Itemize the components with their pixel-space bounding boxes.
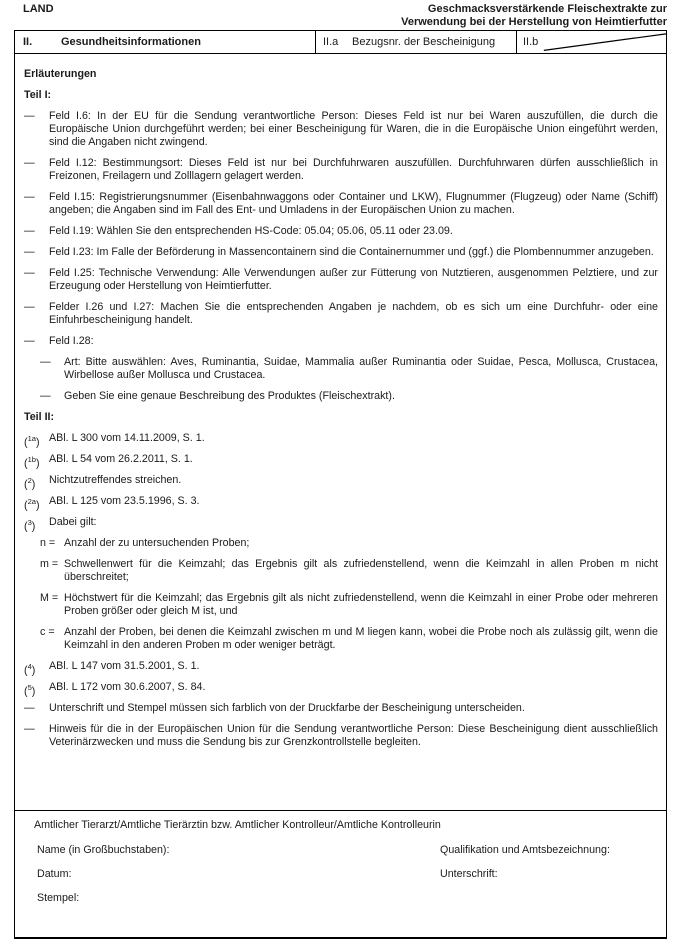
field-label-empty: [440, 892, 658, 905]
definition-item: [40, 537, 658, 550]
field-label-stamp: Stempel:: [37, 892, 80, 904]
note-text: Höchstwert für die Keimzahl; das Ergebnis gilt als nicht zufriedenstellend, wenn die Keimzahl in einer Probe oder mehreren Proben größer oder gleich M ist, und: [64, 592, 658, 617]
note-text: ABl. L 54 vom 26.2.2011, S. 1.: [49, 453, 193, 465]
dash-marker: —: [24, 191, 35, 203]
document-title: [401, 3, 667, 28]
field-iib-cell: [516, 31, 666, 53]
dash-marker: —: [24, 335, 35, 347]
note-text: Feld I.28:: [49, 335, 94, 347]
officer-section: [15, 811, 666, 937]
dash-marker: —: [40, 390, 51, 402]
diagonal-strike-icon: [517, 31, 666, 53]
note-text: ABl. L 125 vom 23.5.1996, S. 3.: [49, 495, 200, 507]
note-text: Nichtzutreffendes streichen.: [49, 474, 182, 486]
note-item: [24, 110, 658, 149]
note-text: Dabei gilt:: [49, 516, 97, 528]
certificate-ref-cell: [315, 31, 516, 53]
note-text: Hinweis für die in der Europäischen Union für die Sendung verantwortliche Person: Diese Bescheinigung dient ausschließlich Veterinärzwecken und muss die Sendung bis zur Grenzkontrollstelle begleiten.: [49, 723, 658, 748]
notes-list: [15, 54, 666, 811]
note-item: [24, 157, 658, 183]
note-item: [24, 301, 658, 327]
field-label-name: Name (in Großbuchstaben):: [37, 844, 170, 856]
definition-label: M =: [40, 592, 59, 604]
sub-note-item: [40, 390, 658, 403]
ref-number-title: Bezugsnr. der Bescheinigung: [352, 36, 496, 48]
note-text: Schwellenwert für die Keimzahl; das Ergebnis gilt als zufriedenstellend, wenn die Keimzahl in allen Proben m nicht überschreitet;: [64, 558, 658, 583]
footnote-marker: ($^2$): [24, 476, 36, 491]
footnote-marker: ($^5$): [24, 683, 36, 698]
footnote-item: [24, 681, 658, 698]
document-title-line2: Verwendung bei der Herstellung von Heimtierfutter: [401, 15, 667, 28]
footnote-item: [24, 453, 658, 470]
note-text: Feld I.23: Im Falle der Beförderung in Massencontainern sind die Containernummer und (ggf.) die Plombennummer anzugeben.: [49, 246, 654, 258]
footnote-item: [24, 516, 658, 533]
note-text: Geben Sie eine genaue Beschreibung des Produktes (Fleischextrakt).: [64, 390, 395, 402]
note-text: Anzahl der zu untersuchenden Proben;: [64, 537, 250, 549]
page-header: [14, 3, 667, 28]
note-item: [24, 335, 658, 348]
footnote-item: [24, 474, 658, 491]
field-label-signature: Unterschrift:: [440, 868, 498, 880]
footnote-marker: ($^{2a}$): [24, 497, 40, 512]
document-title-line1: Geschmacksverstärkende Fleischextrakte zur: [427, 3, 667, 15]
section-heading: Teil I:: [24, 89, 52, 101]
note-text: ABl. L 147 vom 31.5.2001, S. 1.: [49, 660, 200, 672]
part2-title: Gesundheitsinformationen: [61, 36, 201, 48]
dash-marker: —: [24, 225, 35, 237]
definition-label: n =: [40, 537, 56, 549]
dash-marker: —: [24, 110, 35, 122]
officer-fields: [20, 844, 658, 905]
note-item: [24, 191, 658, 217]
definition-label: m =: [40, 558, 59, 570]
country-label: LAND: [23, 3, 54, 15]
sub-note-item: [40, 356, 658, 382]
note-text: ABl. L 300 vom 14.11.2009, S. 1.: [49, 432, 205, 444]
part2-header-row: [15, 31, 666, 54]
footnote-item: [24, 432, 658, 449]
note-text: Anzahl der Proben, bei denen die Keimzahl zwischen m und M liegen kann, wobei die Probe noch als zulässig gilt, wenn die Keimzahl in den anderen Proben m oder weniger beträgt.: [64, 626, 658, 651]
field-label-date: Datum:: [37, 868, 72, 880]
dash-marker: —: [24, 301, 35, 313]
footnote-marker: ($^{1b}$): [24, 455, 40, 470]
definition-label: c =: [40, 626, 55, 638]
note-text: Unterschrift und Stempel müssen sich farblich von der Druckfarbe der Bescheinigung unterscheiden.: [49, 702, 525, 714]
definition-item: [40, 626, 658, 652]
note-text: ABl. L 172 vom 30.6.2007, S. 84.: [49, 681, 206, 693]
footnote-marker: ($^3$): [24, 518, 36, 533]
part2-title-cell: [15, 31, 315, 53]
dash-marker: —: [24, 702, 35, 714]
note-text: Feld I.15: Registrierungsnummer (Eisenbahnwaggons oder Container und LKW), Flugnummer (Flugzeug) oder Name (Schiff) angeben; die Angaben sind im Fall des Ent- und Umladens in der Europäischen Union zu machen.: [49, 191, 658, 216]
definition-item: [40, 558, 658, 584]
note-item: [24, 702, 658, 715]
ref-number-label: II.a: [323, 36, 339, 48]
field-label-qualification: Qualifikation und Amtsbezeichnung:: [440, 844, 610, 856]
note-item: [24, 723, 658, 749]
iib-label: II.b: [523, 36, 539, 48]
note-item: [24, 225, 658, 238]
dash-marker: —: [24, 723, 35, 735]
note-text: Feld I.6: In der EU für die Sendung verantwortliche Person: Dieses Feld ist nur bei Waren auszufüllen, die durch die Europäische Union durchgeführt werden; bei einer Bescheinigung für Waren, die in die Europäische Union eingeführt werden, sind die Angaben nicht zwingend.: [49, 110, 658, 148]
note-text: Felder I.26 und I.27: Machen Sie die entsprechenden Angaben je nachdem, ob es sich um eine Durchfuhr- oder eine Einfuhrbescheinigung handelt.: [49, 301, 658, 326]
footnote-marker: ($^{1a}$): [24, 434, 40, 449]
dash-marker: —: [40, 356, 51, 368]
note-item: [24, 267, 658, 293]
note-text: Feld I.19: Wählen Sie den entsprechenden HS-Code: 05.04; 05.06, 05.11 oder 23.09.: [49, 225, 453, 237]
note-item: [24, 246, 658, 259]
officer-section-title: Amtlicher Tierarzt/Amtliche Tierärztin bzw. Amtlicher Kontrolleur/Amtliche Kontrolleurin: [34, 819, 441, 831]
footnote-item: [24, 660, 658, 677]
note-text: Feld I.25: Technische Verwendung: Alle Verwendungen außer zur Fütterung von Nutztieren, ausgenommen Pelztiere, und zur Erzeugung oder Herstellung von Heimtierfutter.: [49, 267, 658, 292]
dash-marker: —: [24, 246, 35, 258]
definition-item: [40, 592, 658, 618]
footnote-item: [24, 495, 658, 512]
section-heading: Erläuterungen: [24, 68, 97, 80]
certificate-part2-table: [14, 30, 667, 939]
footnote-marker: ($^4$): [24, 662, 36, 677]
dash-marker: —: [24, 267, 35, 279]
section-heading: Teil II:: [24, 411, 55, 423]
part2-number: II.: [23, 36, 33, 48]
dash-marker: —: [24, 157, 35, 169]
note-text: Art: Bitte auswählen: Aves, Ruminantia, Suidae, Mammalia außer Ruminantia oder Suidae, Pesca, Mollusca, Crustacea, Wirbellose außer Mollusca und Crustacea.: [64, 356, 658, 381]
note-text: Feld I.12: Bestimmungsort: Dieses Feld ist nur bei Durchfuhrwaren auszufüllen. Durchfuhrwaren dürfen ausschließlich in Freizonen, Freilagern und Zolllagern gelagert werden.: [49, 157, 658, 182]
